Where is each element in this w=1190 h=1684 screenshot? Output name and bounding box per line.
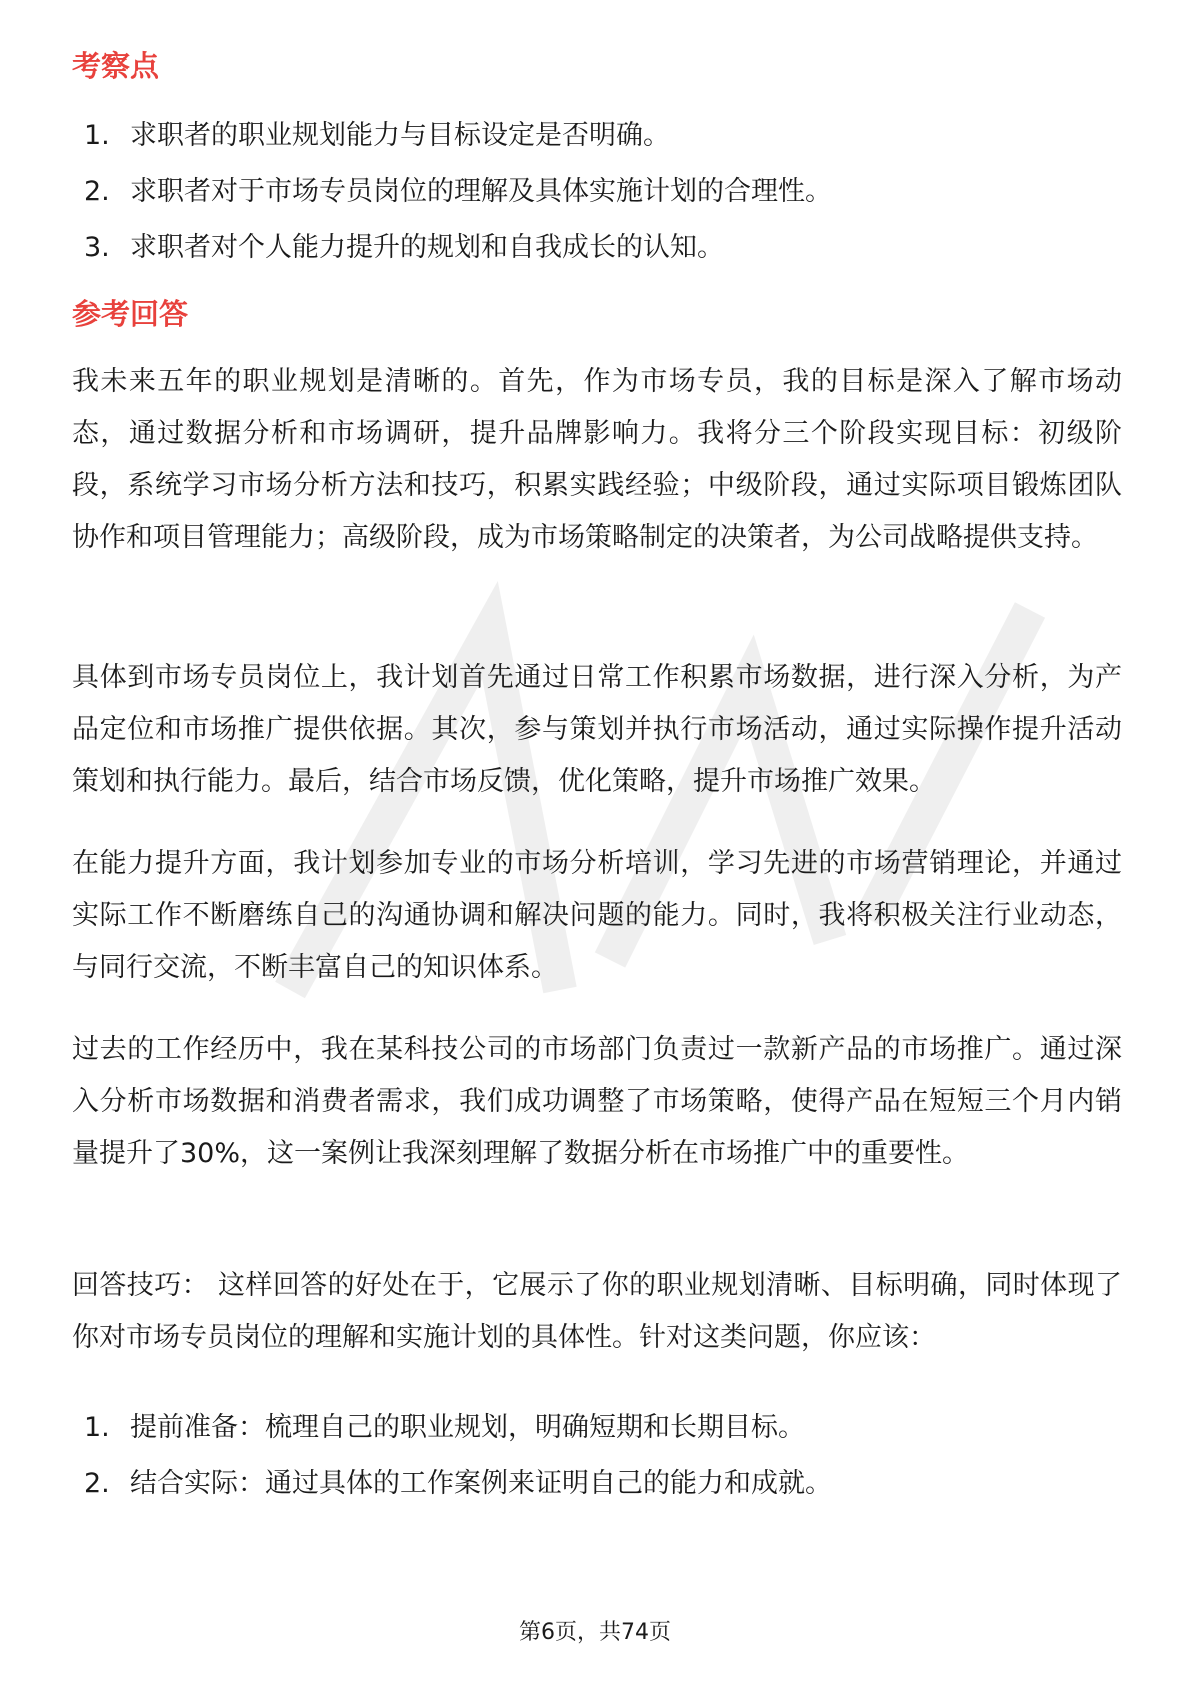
page-number-footer: 第6页，共74页: [519, 1620, 671, 1645]
section-heading-reference-answer: 参考回答: [72, 297, 189, 331]
list-item: 1. 提前准备：梳理自己的职业规划，明确短期和长期目标。: [84, 1412, 805, 1443]
section-heading-key-points: 考察点: [72, 49, 160, 83]
paragraph: 具体到市场专员岗位上，我计划首先通过日常工作积累市场数据，进行深入分析，为产品定位和市场推广提供依据。其次，参与策划并执行市场活动，通过实际操作提升活动策划和执行能力。最后，结合市场反馈，优化策略，提升市场推广效果。: [72, 662, 1122, 797]
key-points-list: [84, 108, 832, 276]
paragraph: 在能力提升方面，我计划参加专业的市场分析培训，学习先进的市场营销理论，并通过实际工作不断磨练自己的沟通协调和解决问题的能力。同时，我将积极关注行业动态，与同行交流，不断丰富自己的知识体系。: [72, 848, 1122, 983]
paragraph: 我未来五年的职业规划是清晰的。首先，作为市场专员，我的目标是深入了解市场动态，通过数据分析和市场调研，提升品牌影响力。我将分三个阶段实现目标：初级阶段，系统学习市场分析方法和技巧，积累实践经验；中级阶段，通过实际项目锻炼团队协作和项目管理能力；高级阶段，成为市场策略制定的决策者，为公司战略提供支持。: [72, 366, 1122, 553]
list-item: 3. 求职者对个人能力提升的规划和自我成长的认知。: [84, 232, 724, 263]
list-item: 2. 求职者对于市场专员岗位的理解及具体实施计划的合理性。: [84, 176, 832, 207]
paragraph-answer-tips: 回答技巧： 这样回答的好处在于，它展示了你的职业规划清晰、目标明确，同时体现了你对市场专员岗位的理解和实施计划的具体性。针对这类问题，你应该：: [72, 1270, 1122, 1353]
list-item: 1. 求职者的职业规划能力与目标设定是否明确。: [84, 120, 670, 151]
list-item: 2. 结合实际：通过具体的工作案例来证明自己的能力和成就。: [84, 1468, 832, 1499]
paragraph: 过去的工作经历中，我在某科技公司的市场部门负责过一款新产品的市场推广。通过深入分析市场数据和消费者需求，我们成功调整了市场策略，使得产品在短短三个月内销量提升了30%，这一案例让我深刻理解了数据分析在市场推广中的重要性。: [72, 1034, 1122, 1169]
tips-list: [84, 1400, 832, 1512]
